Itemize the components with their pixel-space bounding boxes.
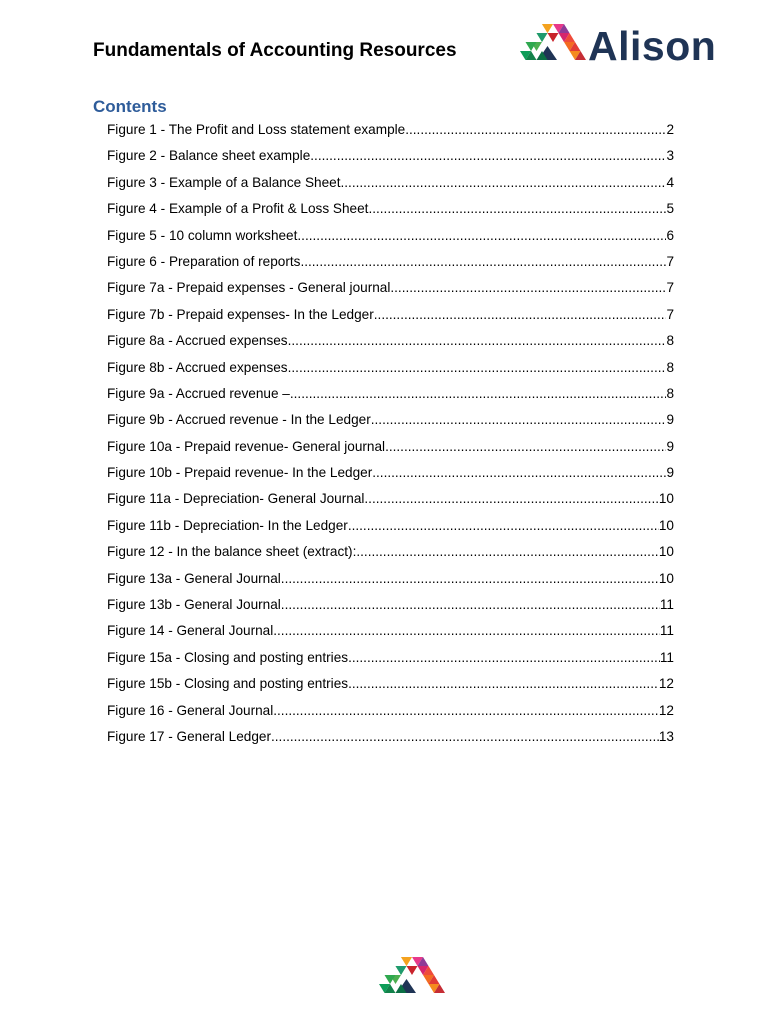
toc-entry-page-number: 5 [666,201,674,217]
toc-entry-label: Figure 15b - Closing and posting entries [107,676,349,692]
toc-entry[interactable] [107,671,674,697]
toc-dot-leader [348,645,660,671]
toc-entry-page-number: 7 [666,280,674,296]
toc-entry[interactable] [107,618,674,644]
toc-entry-label: Figure 7a - Prepaid expenses - General journal [107,280,391,296]
toc-dot-leader [290,381,667,407]
toc-entry-label: Figure 16 - General Journal [107,702,274,718]
contents-heading: Contents [93,97,167,116]
toc-entry[interactable] [107,275,674,301]
toc-entry-label: Figure 13a - General Journal [107,570,281,586]
table-of-figures [107,117,674,750]
toc-dot-leader [273,618,660,644]
toc-entry-page-number: 7 [666,306,674,322]
toc-dot-leader [341,170,667,196]
toc-dot-leader [271,724,659,750]
toc-entry-page-number: 6 [666,227,674,243]
toc-entry[interactable] [107,196,674,222]
toc-entry[interactable] [107,407,674,433]
toc-entry-page-number: 7 [666,253,674,269]
toc-entry-page-number: 11 [659,623,674,639]
toc-entry-label: Figure 9a - Accrued revenue – [107,385,290,401]
toc-dot-leader [371,407,667,433]
toc-entry-label: Figure 8b - Accrued expenses [107,359,288,375]
toc-entry[interactable] [107,645,674,671]
toc-dot-leader [273,698,659,724]
toc-entry[interactable] [107,302,674,328]
toc-entry-page-number: 3 [666,148,674,164]
toc-entry-page-number: 10 [658,544,674,560]
toc-dot-leader [288,355,667,381]
toc-entry-page-number: 10 [658,517,674,533]
toc-dot-leader [374,302,667,328]
toc-entry-page-number: 12 [658,676,674,692]
toc-entry[interactable] [107,724,674,750]
toc-entry-label: Figure 17 - General Ledger [107,728,271,744]
toc-dot-leader [281,592,660,618]
toc-entry-label: Figure 11b - Depreciation- In the Ledger [107,517,348,533]
toc-entry[interactable] [107,460,674,486]
toc-entry-label: Figure 7b - Prepaid expenses- In the Ledger [107,306,374,322]
toc-entry[interactable] [107,117,674,143]
toc-entry[interactable] [107,381,674,407]
toc-entry-page-number: 12 [658,702,674,718]
toc-entry-page-number: 8 [666,385,674,401]
toc-entry-page-number: 11 [659,597,674,613]
toc-entry-label: Figure 12 - In the balance sheet (extract): [107,544,357,560]
toc-entry-label: Figure 13b - General Journal [107,597,281,613]
toc-entry-page-number: 8 [666,333,674,349]
alison-logo [520,22,750,70]
toc-entry[interactable] [107,249,674,275]
toc-entry-label: Figure 2 - Balance sheet example [107,148,311,164]
toc-entry[interactable] [107,223,674,249]
alison-triangle-logo-icon [379,957,445,1001]
toc-entry-page-number: 11 [659,649,674,665]
toc-dot-leader [281,566,659,592]
toc-dot-leader [348,671,659,697]
toc-entry-label: Figure 10b - Prepaid revenue- In the Ledger [107,465,373,481]
toc-dot-leader [288,328,667,354]
footer-logo [379,957,445,1001]
toc-entry-label: Figure 15a - Closing and posting entries [107,649,349,665]
toc-entry[interactable] [107,566,674,592]
toc-dot-leader [372,460,666,486]
toc-dot-leader [310,143,666,169]
toc-entry-page-number: 9 [666,412,674,428]
toc-entry-label: Figure 6 - Preparation of reports [107,253,301,269]
toc-entry-label: Figure 11a - Depreciation- General Journal [107,491,365,507]
toc-entry-label: Figure 5 - 10 column worksheet [107,227,298,243]
alison-triangle-logo-icon [520,24,586,68]
toc-dot-leader [368,196,666,222]
toc-entry-label: Figure 3 - Example of a Balance Sheet [107,174,341,190]
toc-entry[interactable] [107,434,674,460]
toc-entry-page-number: 2 [666,122,674,137]
toc-entry[interactable] [107,698,674,724]
toc-entry-label: Figure 14 - General Journal [107,623,274,639]
toc-entry[interactable] [107,328,674,354]
toc-dot-leader [390,275,666,301]
toc-dot-leader [297,223,666,249]
toc-entry[interactable] [107,592,674,618]
toc-dot-leader [300,249,666,275]
toc-entry-page-number: 10 [658,491,674,507]
toc-entry-label: Figure 9b - Accrued revenue - In the Ledger [107,412,371,428]
toc-entry-label: Figure 1 - The Profit and Loss statement example [107,122,406,137]
toc-entry-label: Figure 10a - Prepaid revenue- General journal [107,438,386,454]
toc-entry[interactable] [107,486,674,512]
toc-dot-leader [385,434,666,460]
toc-dot-leader [356,539,659,565]
toc-entry[interactable] [107,513,674,539]
toc-dot-leader [405,117,666,143]
toc-dot-leader [364,486,658,512]
toc-entry-label: Figure 8a - Accrued expenses [107,333,288,349]
toc-entry-label: Figure 4 - Example of a Profit & Loss Sheet [107,201,369,217]
toc-entry[interactable] [107,355,674,381]
toc-entry-page-number: 9 [666,465,674,481]
toc-entry[interactable] [107,170,674,196]
toc-entry-page-number: 10 [658,570,674,586]
toc-entry-page-number: 9 [666,438,674,454]
toc-dot-leader [348,513,659,539]
toc-entry[interactable] [107,539,674,565]
document-title: Fundamentals of Accounting Resources [93,40,457,61]
toc-entry-page-number: 13 [658,728,674,744]
toc-entry-page-number: 8 [666,359,674,375]
toc-entry[interactable] [107,143,674,169]
alison-wordmark: Alison [588,23,717,69]
toc-entry-page-number: 4 [666,174,674,190]
